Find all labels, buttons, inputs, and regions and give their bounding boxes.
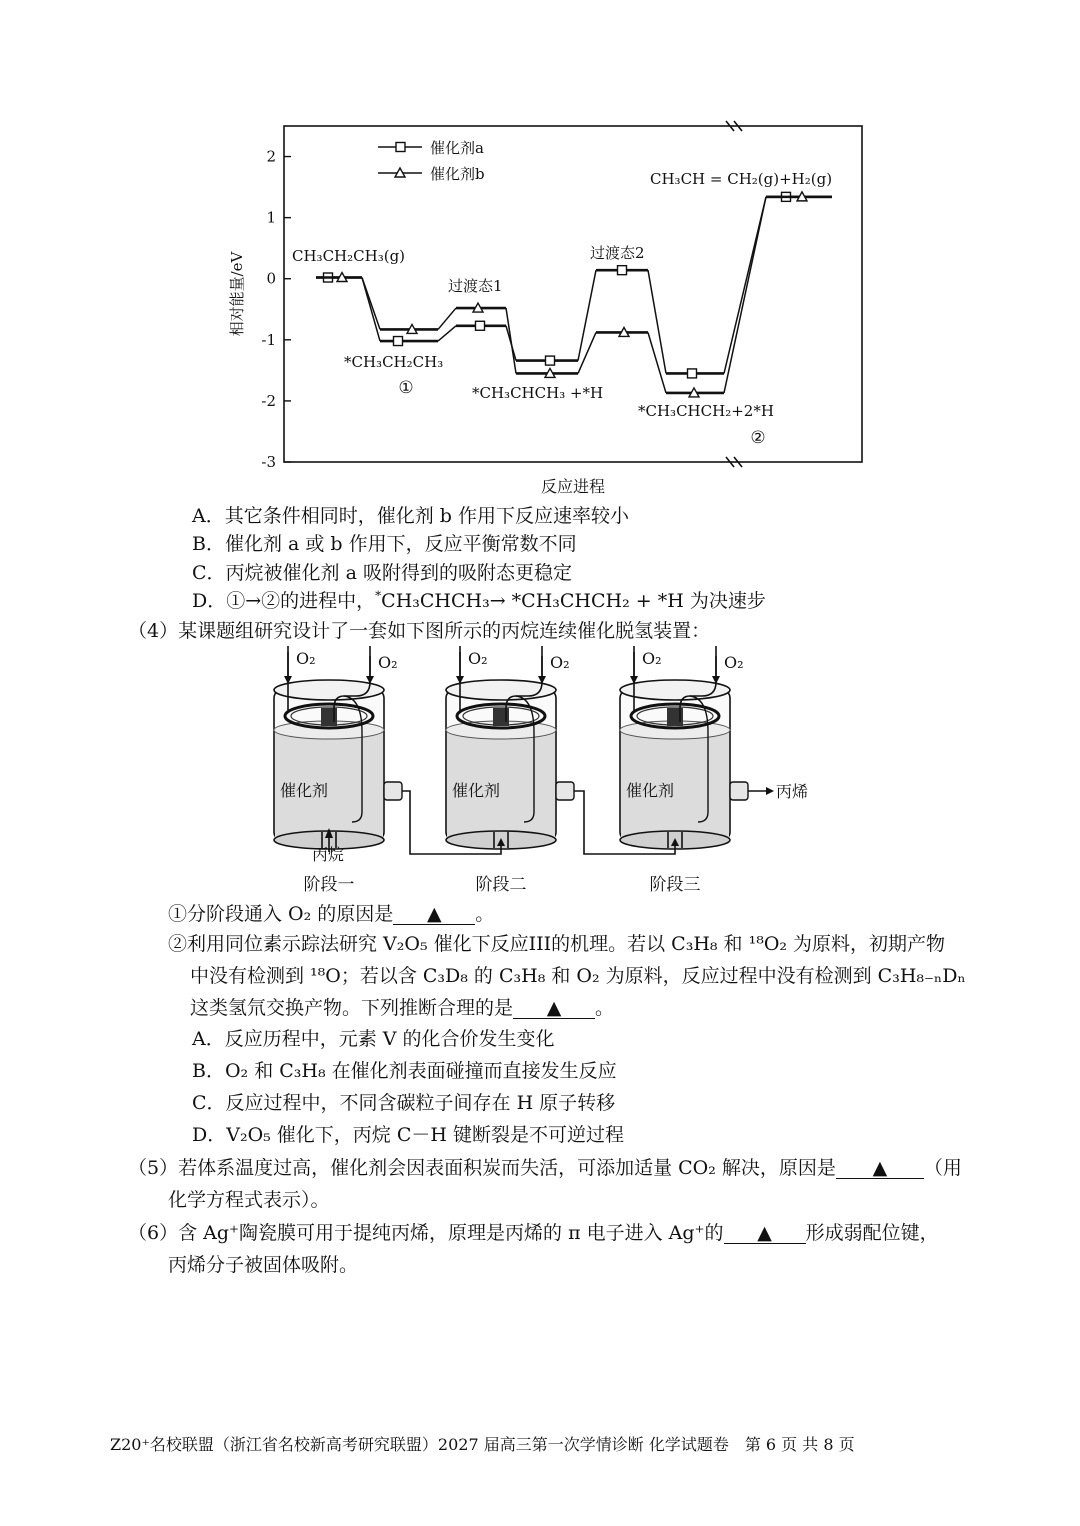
q4-option-c: C．反应过程中，不同含碳粒子间存在 H 原子转移 (192, 1092, 616, 1114)
o2-label-left: O₂ (642, 649, 662, 668)
catalyst-label: 催化剂 (452, 781, 501, 800)
label-intermediate-2: *CH₃CHCH₃ +*H (472, 384, 604, 402)
square-marker (394, 337, 403, 346)
label-adsorbed-propane: *CH₃CH₂CH₃ (344, 353, 444, 371)
y-tick-label: -2 (261, 391, 276, 410)
connector-b (438, 308, 456, 329)
connector-a (578, 270, 596, 360)
q4-option-b: B．O₂ 和 C₃H₈ 在催化剂表面碰撞而直接发生反应 (192, 1060, 617, 1082)
square-marker (546, 356, 555, 365)
o2-label-right: O₂ (550, 653, 570, 672)
outlet-nozzle (730, 782, 748, 800)
o2-label-right: O₂ (724, 653, 744, 672)
label-transition-state-1: 过渡态1 (448, 277, 503, 295)
answer-blank-4[interactable]: ▲ (724, 1223, 806, 1244)
o2-label-left: O₂ (468, 649, 488, 668)
square-marker (476, 321, 485, 330)
connector-a (438, 326, 456, 341)
stage-label: 阶段二 (475, 875, 527, 895)
y-tick-label: 0 (266, 269, 276, 288)
q4-part1-end: 。 (475, 903, 495, 925)
label-intermediate-3: *CH₃CHCH₂+2*H (638, 402, 774, 420)
propane-label: 丙烷 (311, 845, 345, 864)
q4-part1 (168, 902, 494, 926)
dehydrogenation-apparatus (260, 642, 840, 897)
answer-blank-3[interactable]: ▲ (836, 1158, 924, 1179)
q3-option-c: C．丙烷被催化剂 a 吸附得到的吸附态更稳定 (192, 562, 572, 584)
label-transition-state-2: 过渡态2 (590, 244, 645, 262)
label-product: CH₃CH = CH₂(g)+H₂(g) (650, 170, 833, 188)
legend-square-marker (396, 143, 405, 152)
q6-line2: 丙烯分子被固体吸附。 (168, 1254, 359, 1276)
connector-b (578, 332, 596, 373)
q4-option-d: D．V₂O₅ 催化下，丙烷 C－H 键断裂是不可逆过程 (192, 1124, 624, 1146)
answer-blank-2[interactable]: ▲ (513, 998, 595, 1019)
y-tick-label: 1 (266, 208, 276, 227)
catalyst-label: 催化剂 (626, 781, 675, 800)
connector-b (648, 332, 666, 392)
square-marker (618, 266, 627, 275)
q4-part2-line1: ②利用同位素示踪法研究 V₂O₅ 催化下反应III的机理。若以 C₃H₈ 和 ¹⁸O₂ 为原料，初期产物 (168, 933, 946, 955)
q4-part2-line3-end: 。 (595, 997, 615, 1019)
outlet-nozzle (556, 782, 574, 800)
q6-line1 (128, 1221, 939, 1245)
q4-part2-line3-text: 这类氢氘交换产物。下列推断合理的是 (190, 997, 514, 1019)
stage-label: 阶段一 (303, 875, 355, 895)
q5-line2: 化学方程式表示）。 (168, 1189, 330, 1211)
q5-line1 (128, 1156, 962, 1180)
connector-b (506, 308, 516, 373)
connector-a (648, 270, 666, 373)
energy-profile-chart (220, 110, 880, 500)
q3-option-d (192, 589, 766, 613)
label-mark-2: ② (750, 428, 766, 448)
y-tick-label: -1 (261, 330, 276, 349)
connector-b (724, 197, 766, 393)
o2-label-left: O₂ (296, 649, 316, 668)
q4-intro: （4）某课题组研究设计了一套如下图所示的丙烷连续催化脱氢装置： (128, 620, 711, 642)
q5-end: （用 (923, 1157, 962, 1179)
page-footer: Z20⁺名校联盟（浙江省名校新高考研究联盟）2027 届高三第一次学情诊断 化学试题卷 第 6 页 共 8 页 (110, 1435, 855, 1454)
q4-option-a: A．反应历程中，元素 V 的化合价发生变化 (192, 1028, 555, 1050)
q3-option-d-prefix: D．①→②的进程中， (192, 590, 376, 612)
q6-text: （6）含 Ag⁺陶瓷膜可用于提纯丙烯，原理是丙烯的 π 电子进入 Ag⁺的 (128, 1222, 724, 1244)
legend-label-a: 催化剂a (430, 139, 484, 157)
q6-end: 形成弱配位键， (805, 1222, 939, 1244)
answer-blank-1[interactable]: ▲ (393, 904, 475, 925)
q5-text: （5）若体系温度过高，催化剂会因表面积炭而失活，可添加适量 CO₂ 解决，原因是 (128, 1157, 836, 1179)
q3-option-b: B．催化剂 a 或 b 作用下，反应平衡常数不同 (192, 533, 577, 555)
q4-part1-text: ①分阶段通入 O₂ 的原因是 (168, 903, 394, 925)
connector-b (362, 278, 380, 330)
legend-label-b: 催化剂b (430, 165, 485, 183)
x-axis-label: 反应进程 (540, 477, 606, 496)
y-tick-label: -3 (261, 453, 276, 471)
product-arrow-head (766, 787, 774, 795)
square-marker (688, 369, 697, 378)
q4-part2-line2: 中没有检测到 ¹⁸O；若以含 C₃D₈ 的 C₃H₈ 和 O₂ 为原料，反应过程中没有检测到 C₃H₈₋ₙDₙ (190, 965, 966, 987)
propene-label: 丙烯 (776, 782, 809, 801)
catalyst-label: 催化剂 (280, 781, 329, 800)
q4-part2-line3 (190, 996, 614, 1020)
q3-option-d-formula: CH₃CHCH₃→ *CH₃CHCH₂ + *H 为决速步 (381, 590, 766, 612)
label-propane-gas: CH₃CH₂CH₃(g) (292, 247, 406, 265)
y-tick-label: 2 (266, 147, 276, 166)
stage-label: 阶段三 (649, 875, 701, 895)
label-mark-1: ① (398, 378, 414, 398)
adsorb-mark: * (375, 588, 382, 603)
o2-label-right: O₂ (378, 653, 398, 672)
y-axis-label: 相对能量/eV (228, 251, 246, 337)
outlet-nozzle (384, 782, 402, 800)
q3-option-a: A．其它条件相同时，催化剂 b 作用下反应速率较小 (192, 505, 629, 527)
